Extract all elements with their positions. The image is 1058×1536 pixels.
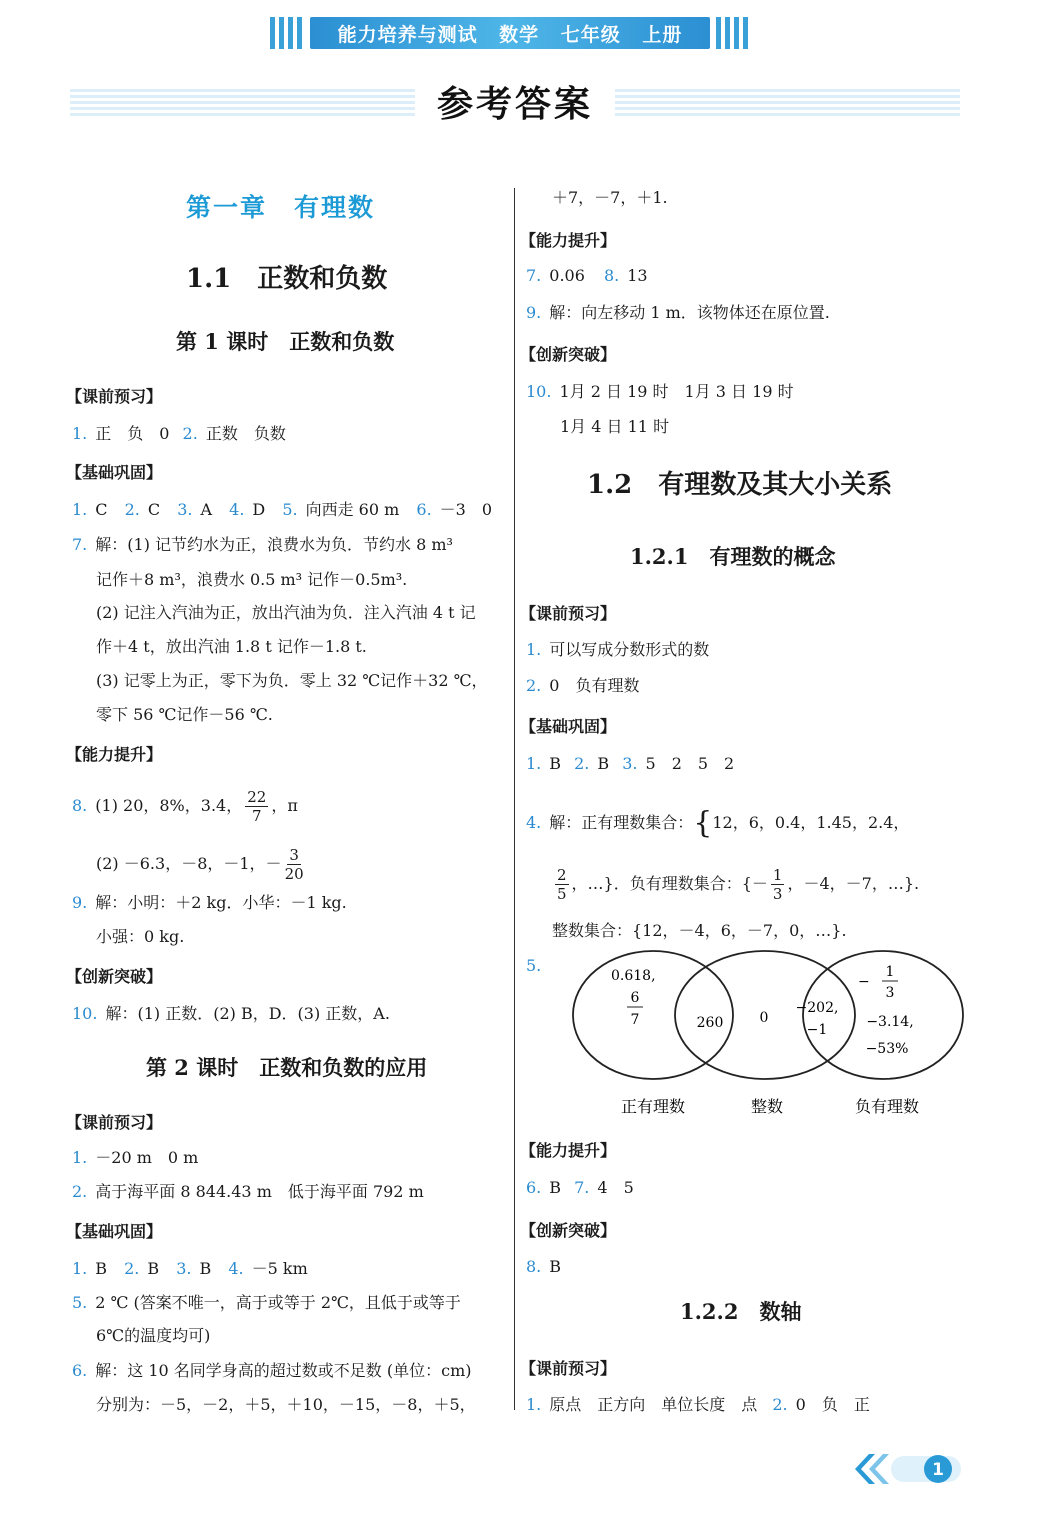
fraction: $\frac{3}{20}$ (284, 846, 304, 883)
answer-line: 记作＋8 m³，浪费水 0.5 m³ 记作－0.5m³. (96, 570, 408, 589)
section-label: 【能力提升】 (520, 231, 617, 250)
answer-line: 7. 解：(1) 记节约水为正，浪费水为负．节约水 8 m³ (72, 535, 453, 554)
answer-line: 小强：0 kg. (96, 927, 185, 946)
venn-text: 1 (885, 964, 895, 980)
answer-line: 5. 2 ℃ (答案不唯一，高于或等于 2℃，且低于或等于 (72, 1293, 461, 1312)
venn-text: −202, (795, 1000, 839, 1016)
section-label: 【课前预习】 (66, 387, 163, 406)
answer-line: 1. －20 m 0 m (72, 1148, 199, 1167)
section-label: 【基础巩固】 (520, 717, 617, 736)
venn-text: − (858, 974, 870, 990)
answer-line: (3) 记零上为正，零下为负．零上 32 ℃记作＋32 ℃， (96, 671, 488, 690)
answer-line: 1月 4 日 11 时 (560, 417, 670, 436)
section-title-1-1: 1.1 正数和负数 (186, 264, 388, 294)
section-label: 【课前预习】 (520, 604, 617, 623)
answer-line: ＋7，－7，＋1. (552, 188, 668, 207)
answer-line: 9. 解：向左移动 1 m．该物体还在原位置. (526, 303, 830, 322)
section-label: 【创新突破】 (520, 345, 617, 364)
lesson-title-1: 第 1 课时 正数和负数 (176, 329, 395, 354)
section-label: 【创新突破】 (66, 967, 163, 986)
venn-label-negative: 负有理数 (854, 1097, 920, 1116)
section-title-1-2: 1.2 有理数及其大小关系 (587, 470, 893, 500)
answer-line: 5. (526, 956, 542, 975)
venn-label-positive: 正有理数 (620, 1097, 686, 1116)
answer-line: 6. B 7. 4 5 (526, 1178, 634, 1197)
answer-line: 10. 解：(1) 正数．(2) B，D．(3) 正数，A. (72, 1004, 390, 1023)
venn-text: 7 (630, 1012, 640, 1028)
section-label: 【课前预习】 (520, 1359, 617, 1378)
section-label: 【能力提升】 (520, 1141, 617, 1160)
answer-line: 8. B (526, 1257, 562, 1276)
answer-line: (2) －6.3，－8，－1，－ $\frac{3}{20}$ (96, 846, 304, 883)
page-title: 参考答案 (436, 84, 593, 125)
answer-line: 2. 0 负有理数 (526, 676, 640, 695)
banner-stripes-right (716, 17, 750, 49)
venn-text: 260 (696, 1015, 724, 1031)
answer-line: 6. 解：这 10 名同学身高的超过数或不足数 (单位：cm) (72, 1361, 472, 1380)
answer-line: $\frac{2}{5}$ ，…}．负有理数集合：{－ $\frac{1}{3}$ ，－4，－7，…}. (557, 866, 920, 903)
section-label: 【课前预习】 (66, 1113, 163, 1132)
venn-text: 6 (630, 990, 640, 1006)
venn-diagram (565, 948, 970, 1123)
section-label: 【基础巩固】 (66, 1222, 163, 1241)
banner-text: 能力培养与测试 数学 七年级 上册 (337, 23, 683, 46)
title-row (70, 72, 960, 128)
column-divider (514, 188, 515, 1410)
section-title-1-2-2: 1.2.2 数轴 (680, 1299, 802, 1324)
answer-line: 整数集合：{12，－4，6，－7，0，…}. (552, 921, 847, 940)
answer-line: 1. B 2. B 3. B 4. －5 km (72, 1259, 308, 1278)
venn-text: 0.618, (611, 968, 656, 984)
fraction: $\frac{1}{3}$ (772, 866, 783, 903)
fraction: $\frac{2}{5}$ (557, 866, 567, 903)
section-label: 【能力提升】 (66, 745, 163, 764)
venn-text: 3 (885, 985, 895, 1001)
chevron-left-icon (869, 1454, 889, 1484)
answer-line: 2. 高于海平面 8 844.43 m 低于海平面 792 m (72, 1182, 424, 1201)
answer-line: 分别为：－5，－2，＋5，＋10，－15，－8，＋5， (96, 1395, 476, 1414)
page-number-badge (835, 1444, 965, 1494)
lesson-title-2: 第 2 课时 正数和负数的应用 (146, 1055, 428, 1080)
answer-line: 10. 1月 2 日 19 时 1月 3 日 19 时 (526, 382, 794, 401)
venn-text: −3.14, (866, 1014, 914, 1030)
fraction: $\frac{22}{7}$ (247, 788, 267, 825)
banner-stripes-left (270, 17, 304, 49)
chapter-title: 第一章 有理数 (186, 193, 376, 222)
answer-line: 7. 0.06 8. 13 (526, 266, 648, 285)
answer-line: 零下 56 ℃记作－56 ℃. (96, 705, 273, 724)
answer-line: 1. 原点 正方向 单位长度 点 2. 0 负 正 (526, 1395, 870, 1414)
answer-line: 4. 解：正有理数集合：{12，6，0.4，1.45，2.4， (526, 805, 910, 841)
answer-line: 1. B 2. B 3. 5 2 5 2 (526, 754, 735, 773)
answer-line: 9. 解：小明：＋2 kg．小华：－1 kg. (72, 893, 347, 912)
venn-label-integer: 整数 (750, 1097, 784, 1116)
answer-line: 1. 可以写成分数形式的数 (526, 640, 710, 659)
venn-text: 0 (759, 1010, 769, 1026)
answer-line: 作＋4 t，放出汽油 1.8 t 记作－1.8 t. (96, 637, 367, 656)
answer-line: (2) 记注入汽油为正，放出汽油为负．注入汽油 4 t 记 (96, 603, 476, 622)
answer-line: 1. 正 负 0 2. 正数 负数 (72, 424, 286, 443)
page-number: 1 (932, 1460, 944, 1480)
answer-line: 1. C 2. C 3. A 4. D 5. 向西走 60 m 6. －3 0 (72, 500, 493, 519)
header-banner (270, 15, 750, 51)
answer-line: 8. (1) 20，8%，3.4， $\frac{22}{7}$ ，π (72, 788, 298, 825)
section-title-1-2-1: 1.2.1 有理数的概念 (630, 544, 836, 569)
venn-text: −1 (806, 1022, 828, 1038)
section-label: 【基础巩固】 (66, 463, 163, 482)
answer-line: 6℃的温度均可) (96, 1326, 211, 1345)
section-label: 【创新突破】 (520, 1221, 617, 1240)
venn-text: −53% (865, 1041, 909, 1057)
